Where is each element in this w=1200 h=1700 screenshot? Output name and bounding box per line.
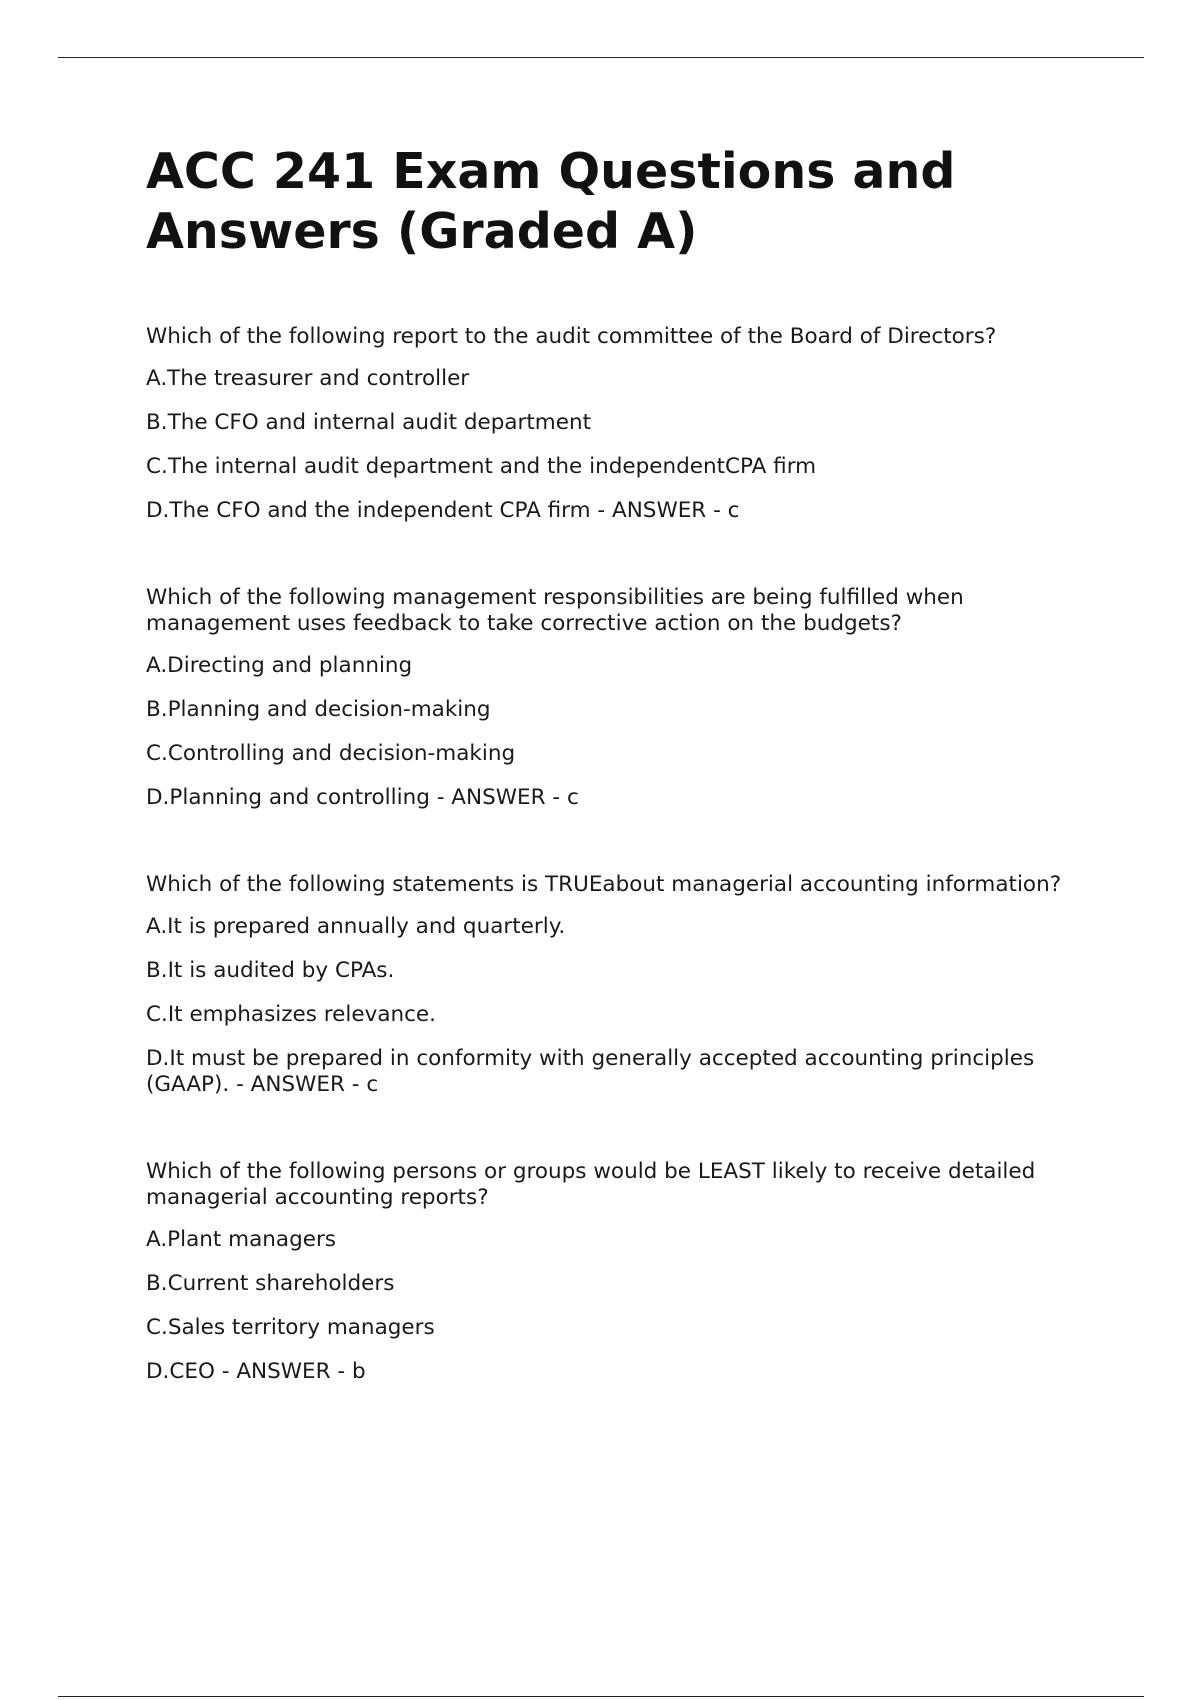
answer-option-c: C.The internal audit department and the independentCPA firm: [146, 454, 817, 479]
answer-option-c: C.Controlling and decision-making: [146, 741, 516, 766]
answer-option-a: A.The treasurer and controller: [146, 366, 470, 391]
answer-option-d: D.CEO - ANSWER - b: [146, 1359, 366, 1384]
document-title: ACC 241 Exam Questions and Answers (Graded A): [146, 143, 956, 260]
question-text: Which of the following statements is TRUEabout managerial accounting information?: [146, 872, 1062, 897]
question-block-2: [146, 585, 1086, 811]
answer-option-d: D.The CFO and the independent CPA firm - ANSWER - c: [146, 498, 740, 523]
answer-option-a: A.It is prepared annually and quarterly.: [146, 914, 566, 939]
answer-option-c: C.It emphasizes relevance.: [146, 1002, 436, 1027]
document-body: [146, 142, 1086, 1446]
question-text: Which of the following report to the audit committee of the Board of Directors?: [146, 324, 997, 349]
answer-option-c: C.Sales territory managers: [146, 1315, 435, 1340]
answer-option-d: D.Planning and controlling - ANSWER - c: [146, 785, 579, 810]
answer-option-b: B.It is audited by CPAs.: [146, 958, 395, 983]
answer-option-b: B.Current shareholders: [146, 1271, 395, 1296]
question-text: Which of the following management responsibilities are being fulfilled when management uses feedback to take corrective action on the budgets?: [146, 585, 964, 636]
answer-option-d: D.It must be prepared in conformity with generally accepted accounting principles (GAAP). - ANSWER - c: [146, 1046, 1035, 1097]
question-text: Which of the following persons or groups would be LEAST likely to receive detailed managerial accounting reports?: [146, 1159, 1036, 1210]
header-rule: [58, 57, 1144, 58]
question-block-3: [146, 872, 1086, 1098]
answer-option-b: B.The CFO and internal audit department: [146, 410, 592, 435]
answer-option-a: A.Plant managers: [146, 1227, 337, 1252]
answer-option-a: A.Directing and planning: [146, 653, 413, 678]
answer-option-b: B.Planning and decision-making: [146, 697, 491, 722]
question-block-1: [146, 324, 1086, 524]
question-block-4: [146, 1159, 1086, 1385]
footer-rule: [58, 1696, 1144, 1697]
